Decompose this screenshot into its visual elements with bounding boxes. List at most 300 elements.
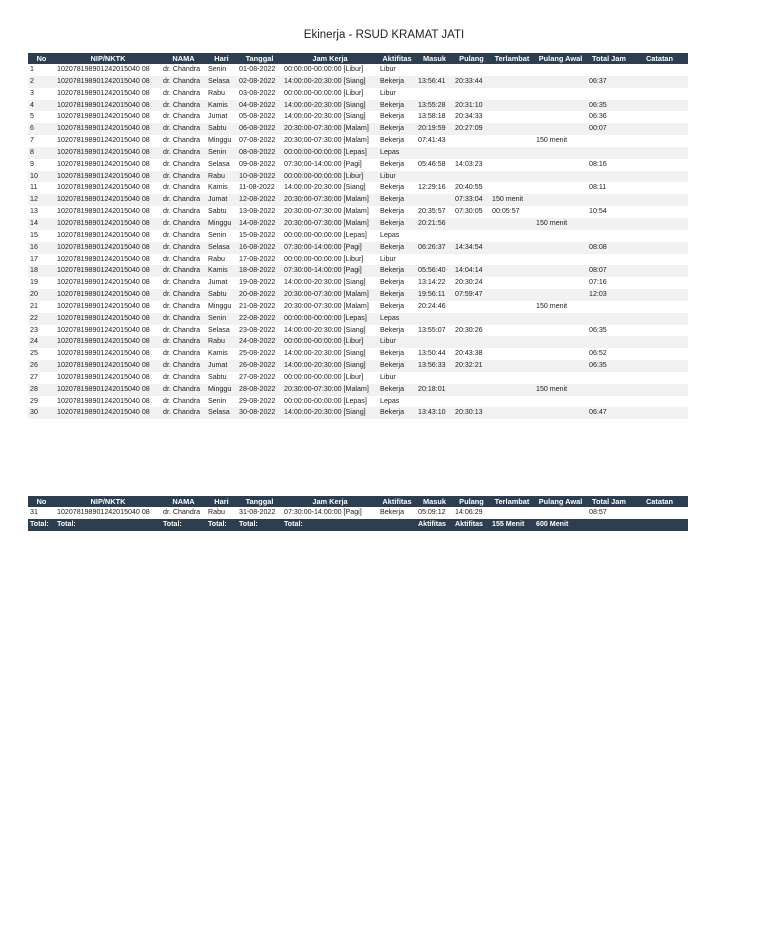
cell-aktifitas: Libur	[378, 336, 416, 348]
cell-hari: Selasa	[206, 159, 237, 171]
cell-tanggal: 15-08-2022	[237, 230, 282, 242]
cell-total-jam: 07:16	[587, 277, 631, 289]
cell-pulang-awal	[534, 76, 587, 88]
table-row	[28, 88, 688, 100]
table-row	[28, 289, 688, 301]
cell-catatan	[631, 147, 688, 159]
cell-nama: dr. Chandra	[161, 135, 206, 147]
table-row	[28, 407, 688, 419]
cell-total-jam	[587, 372, 631, 384]
cell-aktifitas: Bekerja	[378, 407, 416, 419]
cell-nama: dr. Chandra	[161, 348, 206, 360]
cell-masuk: 13:55:07	[416, 325, 453, 337]
cell-nip: 102078198901242015040 08	[55, 242, 161, 254]
cell-pulang-awal	[534, 159, 587, 171]
cell-pulang-awal	[534, 206, 587, 218]
cell-nama: dr. Chandra	[161, 289, 206, 301]
cell-nip: 102078198901242015040 08	[55, 88, 161, 100]
cell-pulang: 14:06:29	[453, 507, 490, 519]
cell-terlambat	[490, 123, 534, 135]
cell-terlambat	[490, 507, 534, 519]
cell-hari: Jumat	[206, 360, 237, 372]
cell-aktifitas: Bekerja	[378, 289, 416, 301]
cell-catatan	[631, 100, 688, 112]
cell-terlambat	[490, 384, 534, 396]
cell-catatan	[631, 159, 688, 171]
cell-tanggal: 19-08-2022	[237, 277, 282, 289]
cell-masuk	[416, 194, 453, 206]
cell-hari: Sabtu	[206, 289, 237, 301]
cell-masuk: 20:18:01	[416, 384, 453, 396]
cell-nip: 102078198901242015040 08	[55, 507, 161, 519]
cell-catatan	[631, 111, 688, 123]
cell-nip: 102078198901242015040 08	[55, 64, 161, 76]
cell-pulang-awal	[534, 147, 587, 159]
cell-tanggal: 30-08-2022	[237, 407, 282, 419]
cell-jam-kerja: 14:00:00-20:30:00 [Siang]	[282, 360, 378, 372]
cell-terlambat	[490, 100, 534, 112]
cell-pulang-awal	[534, 407, 587, 419]
cell-no: 24	[28, 336, 55, 348]
cell-pulang-awal	[534, 242, 587, 254]
cell-total-jam	[587, 135, 631, 147]
cell-pulang	[453, 230, 490, 242]
cell-total-jam	[587, 301, 631, 313]
cell-pulang	[453, 147, 490, 159]
cell-tanggal: 08-08-2022	[237, 147, 282, 159]
cell-aktifitas: Libur	[378, 64, 416, 76]
cell-pulang: 14:34:54	[453, 242, 490, 254]
table-row	[28, 507, 688, 519]
cell-nip: 102078198901242015040 08	[55, 159, 161, 171]
cell-jam-kerja: 20:30:00-07:30:00 [Malam]	[282, 218, 378, 230]
cell-masuk: 07:41:43	[416, 135, 453, 147]
cell-aktifitas: Bekerja	[378, 360, 416, 372]
table-row	[28, 218, 688, 230]
cell-hari: Jumat	[206, 277, 237, 289]
cell-nip: 102078198901242015040 08	[55, 194, 161, 206]
cell-pulang	[453, 218, 490, 230]
cell-jam-kerja: 20:30:00-07:30:00 [Malam]	[282, 289, 378, 301]
total-cell-pulang: Aktifitas	[453, 519, 490, 531]
cell-tanggal: 26-08-2022	[237, 360, 282, 372]
cell-catatan	[631, 64, 688, 76]
cell-nama: dr. Chandra	[161, 372, 206, 384]
cell-no: 14	[28, 218, 55, 230]
cell-aktifitas: Bekerja	[378, 277, 416, 289]
cell-hari: Selasa	[206, 325, 237, 337]
cell-tanggal: 31-08-2022	[237, 507, 282, 519]
cell-catatan	[631, 384, 688, 396]
cell-nama: dr. Chandra	[161, 313, 206, 325]
cell-pulang	[453, 336, 490, 348]
cell-hari: Senin	[206, 230, 237, 242]
cell-total-jam: 06:35	[587, 325, 631, 337]
cell-jam-kerja: 00:00:00-00:00:00 [Libur]	[282, 372, 378, 384]
attendance-table	[28, 53, 688, 419]
cell-pulang-awal	[534, 348, 587, 360]
cell-pulang: 20:34:33	[453, 111, 490, 123]
cell-no: 17	[28, 254, 55, 266]
total-cell-hari: Total:	[206, 519, 237, 531]
table-row	[28, 265, 688, 277]
cell-pulang: 20:33:44	[453, 76, 490, 88]
header-jam-kerja: Jam Kerja	[282, 496, 378, 507]
cell-total-jam	[587, 313, 631, 325]
total-cell-pulang-awal: 600 Menit	[534, 519, 587, 531]
table-row	[28, 206, 688, 218]
cell-jam-kerja: 00:00:00-00:00:00 [Lepas]	[282, 230, 378, 242]
cell-terlambat	[490, 171, 534, 183]
cell-catatan	[631, 242, 688, 254]
table-header-row	[28, 496, 688, 507]
cell-pulang-awal: 150 menit	[534, 384, 587, 396]
header-no: No	[28, 496, 55, 507]
cell-aktifitas: Bekerja	[378, 159, 416, 171]
cell-nip: 102078198901242015040 08	[55, 254, 161, 266]
cell-masuk	[416, 147, 453, 159]
cell-terlambat	[490, 242, 534, 254]
cell-nama: dr. Chandra	[161, 194, 206, 206]
table-row	[28, 100, 688, 112]
cell-jam-kerja: 00:00:00-00:00:00 [Libur]	[282, 171, 378, 183]
cell-terlambat	[490, 325, 534, 337]
attendance-table-page-2	[28, 496, 674, 531]
cell-terlambat	[490, 218, 534, 230]
cell-nama: dr. Chandra	[161, 76, 206, 88]
cell-pulang	[453, 301, 490, 313]
cell-total-jam: 06:37	[587, 76, 631, 88]
cell-nip: 102078198901242015040 08	[55, 277, 161, 289]
cell-nip: 102078198901242015040 08	[55, 218, 161, 230]
cell-total-jam: 10:54	[587, 206, 631, 218]
cell-hari: Senin	[206, 147, 237, 159]
cell-aktifitas: Lepas	[378, 147, 416, 159]
cell-no: 5	[28, 111, 55, 123]
cell-total-jam	[587, 218, 631, 230]
table-row	[28, 111, 688, 123]
cell-jam-kerja: 00:00:00-00:00:00 [Libur]	[282, 336, 378, 348]
cell-masuk: 05:09:12	[416, 507, 453, 519]
cell-hari: Minggu	[206, 218, 237, 230]
cell-hari: Kamis	[206, 182, 237, 194]
cell-pulang: 20:30:24	[453, 277, 490, 289]
cell-nip: 102078198901242015040 08	[55, 135, 161, 147]
cell-pulang-awal	[534, 313, 587, 325]
cell-nama: dr. Chandra	[161, 384, 206, 396]
cell-pulang-awal	[534, 336, 587, 348]
header-total-jam: Total Jam	[587, 53, 631, 64]
cell-pulang-awal	[534, 254, 587, 266]
cell-no: 7	[28, 135, 55, 147]
total-cell-masuk: Aktifitas	[416, 519, 453, 531]
cell-nama: dr. Chandra	[161, 396, 206, 408]
header-nip: NIP/NKTK	[55, 53, 161, 64]
cell-catatan	[631, 76, 688, 88]
cell-total-jam	[587, 88, 631, 100]
cell-total-jam	[587, 336, 631, 348]
cell-jam-kerja: 14:00:00-20:30:00 [Siang]	[282, 277, 378, 289]
cell-catatan	[631, 277, 688, 289]
cell-aktifitas: Lepas	[378, 313, 416, 325]
cell-no: 23	[28, 325, 55, 337]
cell-aktifitas: Bekerja	[378, 182, 416, 194]
cell-jam-kerja: 14:00:00-20:30:00 [Siang]	[282, 100, 378, 112]
cell-catatan	[631, 507, 688, 519]
header-pulang: Pulang	[453, 53, 490, 64]
table-row	[28, 301, 688, 313]
cell-pulang-awal	[534, 230, 587, 242]
header-no: No	[28, 53, 55, 64]
cell-total-jam: 06:47	[587, 407, 631, 419]
cell-jam-kerja: 20:30:00-07:30:00 [Malam]	[282, 123, 378, 135]
total-cell-total-jam	[587, 519, 631, 531]
cell-total-jam	[587, 384, 631, 396]
cell-pulang	[453, 396, 490, 408]
cell-jam-kerja: 14:00:00-20:30:00 [Siang]	[282, 182, 378, 194]
cell-no: 22	[28, 313, 55, 325]
cell-nama: dr. Chandra	[161, 100, 206, 112]
cell-masuk: 20:35:57	[416, 206, 453, 218]
table-row	[28, 360, 688, 372]
table-header-row	[28, 53, 688, 64]
cell-nip: 102078198901242015040 08	[55, 301, 161, 313]
cell-terlambat: 00:05:57	[490, 206, 534, 218]
cell-no: 4	[28, 100, 55, 112]
header-nip: NIP/NKTK	[55, 496, 161, 507]
cell-terlambat	[490, 372, 534, 384]
cell-pulang-awal	[534, 507, 587, 519]
cell-catatan	[631, 135, 688, 147]
cell-nip: 102078198901242015040 08	[55, 76, 161, 88]
cell-masuk	[416, 64, 453, 76]
cell-terlambat	[490, 360, 534, 372]
cell-aktifitas: Bekerja	[378, 301, 416, 313]
cell-tanggal: 17-08-2022	[237, 254, 282, 266]
cell-total-jam: 08:08	[587, 242, 631, 254]
cell-aktifitas: Bekerja	[378, 265, 416, 277]
header-aktifitas: Aktifitas	[378, 53, 416, 64]
header-tanggal: Tanggal	[237, 496, 282, 507]
cell-tanggal: 10-08-2022	[237, 171, 282, 183]
cell-pulang	[453, 88, 490, 100]
cell-no: 31	[28, 507, 55, 519]
cell-nip: 102078198901242015040 08	[55, 325, 161, 337]
cell-no: 20	[28, 289, 55, 301]
cell-nip: 102078198901242015040 08	[55, 111, 161, 123]
cell-no: 11	[28, 182, 55, 194]
header-masuk: Masuk	[416, 496, 453, 507]
cell-terlambat	[490, 336, 534, 348]
cell-tanggal: 12-08-2022	[237, 194, 282, 206]
cell-hari: Kamis	[206, 348, 237, 360]
cell-nip: 102078198901242015040 08	[55, 171, 161, 183]
table-row	[28, 242, 688, 254]
cell-jam-kerja: 20:30:00-07:30:00 [Malam]	[282, 135, 378, 147]
cell-tanggal: 05-08-2022	[237, 111, 282, 123]
cell-pulang-awal	[534, 111, 587, 123]
cell-tanggal: 18-08-2022	[237, 265, 282, 277]
cell-total-jam	[587, 254, 631, 266]
cell-jam-kerja: 20:30:00-07:30:00 [Malam]	[282, 384, 378, 396]
cell-masuk: 13:50:44	[416, 348, 453, 360]
cell-nip: 102078198901242015040 08	[55, 147, 161, 159]
cell-no: 9	[28, 159, 55, 171]
header-catatan: Catatan	[631, 53, 688, 64]
cell-catatan	[631, 194, 688, 206]
cell-catatan	[631, 336, 688, 348]
cell-terlambat	[490, 301, 534, 313]
cell-pulang	[453, 64, 490, 76]
cell-jam-kerja: 14:00:00-20:30:00 [Siang]	[282, 111, 378, 123]
cell-terlambat	[490, 64, 534, 76]
cell-no: 28	[28, 384, 55, 396]
cell-terlambat	[490, 254, 534, 266]
cell-hari: Sabtu	[206, 206, 237, 218]
header-terlambat: Terlambat	[490, 53, 534, 64]
table-row	[28, 336, 688, 348]
table-row	[28, 325, 688, 337]
cell-pulang: 20:31:10	[453, 100, 490, 112]
cell-aktifitas: Bekerja	[378, 123, 416, 135]
cell-masuk: 13:14:22	[416, 277, 453, 289]
cell-catatan	[631, 206, 688, 218]
table-row	[28, 123, 688, 135]
cell-catatan	[631, 218, 688, 230]
cell-pulang	[453, 372, 490, 384]
total-cell-jam-kerja: Total:	[282, 519, 378, 531]
cell-nama: dr. Chandra	[161, 336, 206, 348]
cell-total-jam: 08:11	[587, 182, 631, 194]
cell-pulang-awal	[534, 396, 587, 408]
cell-masuk	[416, 372, 453, 384]
cell-no: 2	[28, 76, 55, 88]
cell-nip: 102078198901242015040 08	[55, 372, 161, 384]
cell-hari: Rabu	[206, 254, 237, 266]
cell-total-jam	[587, 64, 631, 76]
cell-hari: Jumat	[206, 111, 237, 123]
cell-jam-kerja: 20:30:00-07:30:00 [Malam]	[282, 194, 378, 206]
cell-tanggal: 23-08-2022	[237, 325, 282, 337]
cell-pulang	[453, 135, 490, 147]
cell-hari: Selasa	[206, 76, 237, 88]
cell-catatan	[631, 289, 688, 301]
cell-masuk	[416, 171, 453, 183]
cell-total-jam: 08:16	[587, 159, 631, 171]
cell-total-jam: 00:07	[587, 123, 631, 135]
cell-catatan	[631, 254, 688, 266]
cell-aktifitas: Bekerja	[378, 348, 416, 360]
cell-masuk: 05:46:58	[416, 159, 453, 171]
cell-nip: 102078198901242015040 08	[55, 182, 161, 194]
cell-jam-kerja: 14:00:00-20:30:00 [Siang]	[282, 76, 378, 88]
cell-aktifitas: Libur	[378, 372, 416, 384]
cell-nama: dr. Chandra	[161, 111, 206, 123]
cell-masuk: 06:26:37	[416, 242, 453, 254]
cell-tanggal: 09-08-2022	[237, 159, 282, 171]
table-row	[28, 182, 688, 194]
table-row	[28, 64, 688, 76]
cell-nama: dr. Chandra	[161, 123, 206, 135]
cell-hari: Minggu	[206, 135, 237, 147]
cell-no: 8	[28, 147, 55, 159]
cell-nama: dr. Chandra	[161, 171, 206, 183]
table-row	[28, 147, 688, 159]
total-cell-tanggal: Total:	[237, 519, 282, 531]
cell-nip: 102078198901242015040 08	[55, 348, 161, 360]
cell-hari: Minggu	[206, 384, 237, 396]
cell-terlambat	[490, 182, 534, 194]
cell-hari: Senin	[206, 64, 237, 76]
cell-masuk: 20:21:56	[416, 218, 453, 230]
table-row	[28, 348, 688, 360]
cell-terlambat	[490, 407, 534, 419]
cell-nip: 102078198901242015040 08	[55, 289, 161, 301]
cell-jam-kerja: 00:00:00-00:00:00 [Libur]	[282, 64, 378, 76]
cell-total-jam	[587, 147, 631, 159]
cell-pulang-awal	[534, 325, 587, 337]
cell-total-jam: 06:36	[587, 111, 631, 123]
cell-jam-kerja: 07:30:00-14:00:00 [Pagi]	[282, 242, 378, 254]
cell-hari: Rabu	[206, 171, 237, 183]
cell-total-jam: 08:57	[587, 507, 631, 519]
cell-tanggal: 14-08-2022	[237, 218, 282, 230]
cell-terlambat	[490, 147, 534, 159]
cell-aktifitas: Bekerja	[378, 218, 416, 230]
cell-catatan	[631, 313, 688, 325]
cell-tanggal: 16-08-2022	[237, 242, 282, 254]
cell-hari: Selasa	[206, 242, 237, 254]
cell-pulang-awal	[534, 123, 587, 135]
cell-pulang-awal	[534, 289, 587, 301]
cell-no: 10	[28, 171, 55, 183]
cell-pulang-awal	[534, 265, 587, 277]
cell-jam-kerja: 00:00:00-00:00:00 [Lepas]	[282, 313, 378, 325]
cell-masuk: 13:56:33	[416, 360, 453, 372]
cell-nip: 102078198901242015040 08	[55, 265, 161, 277]
cell-catatan	[631, 265, 688, 277]
cell-pulang-awal	[534, 171, 587, 183]
cell-terlambat	[490, 159, 534, 171]
table-row	[28, 76, 688, 88]
cell-tanggal: 07-08-2022	[237, 135, 282, 147]
cell-hari: Jumat	[206, 194, 237, 206]
cell-catatan	[631, 348, 688, 360]
cell-catatan	[631, 396, 688, 408]
cell-no: 29	[28, 396, 55, 408]
cell-no: 1	[28, 64, 55, 76]
cell-hari: Rabu	[206, 507, 237, 519]
cell-pulang: 20:30:13	[453, 407, 490, 419]
cell-nama: dr. Chandra	[161, 230, 206, 242]
cell-catatan	[631, 360, 688, 372]
cell-aktifitas: Bekerja	[378, 384, 416, 396]
cell-hari: Rabu	[206, 336, 237, 348]
cell-total-jam: 12:03	[587, 289, 631, 301]
cell-tanggal: 24-08-2022	[237, 336, 282, 348]
cell-no: 3	[28, 88, 55, 100]
cell-masuk: 20:19:59	[416, 123, 453, 135]
cell-jam-kerja: 14:00:00-20:30:00 [Siang]	[282, 325, 378, 337]
cell-masuk: 13:43:10	[416, 407, 453, 419]
cell-masuk	[416, 88, 453, 100]
cell-terlambat	[490, 230, 534, 242]
cell-tanggal: 01-08-2022	[237, 64, 282, 76]
cell-nama: dr. Chandra	[161, 407, 206, 419]
cell-terlambat	[490, 265, 534, 277]
cell-masuk	[416, 396, 453, 408]
total-cell-aktifitas	[378, 519, 416, 531]
